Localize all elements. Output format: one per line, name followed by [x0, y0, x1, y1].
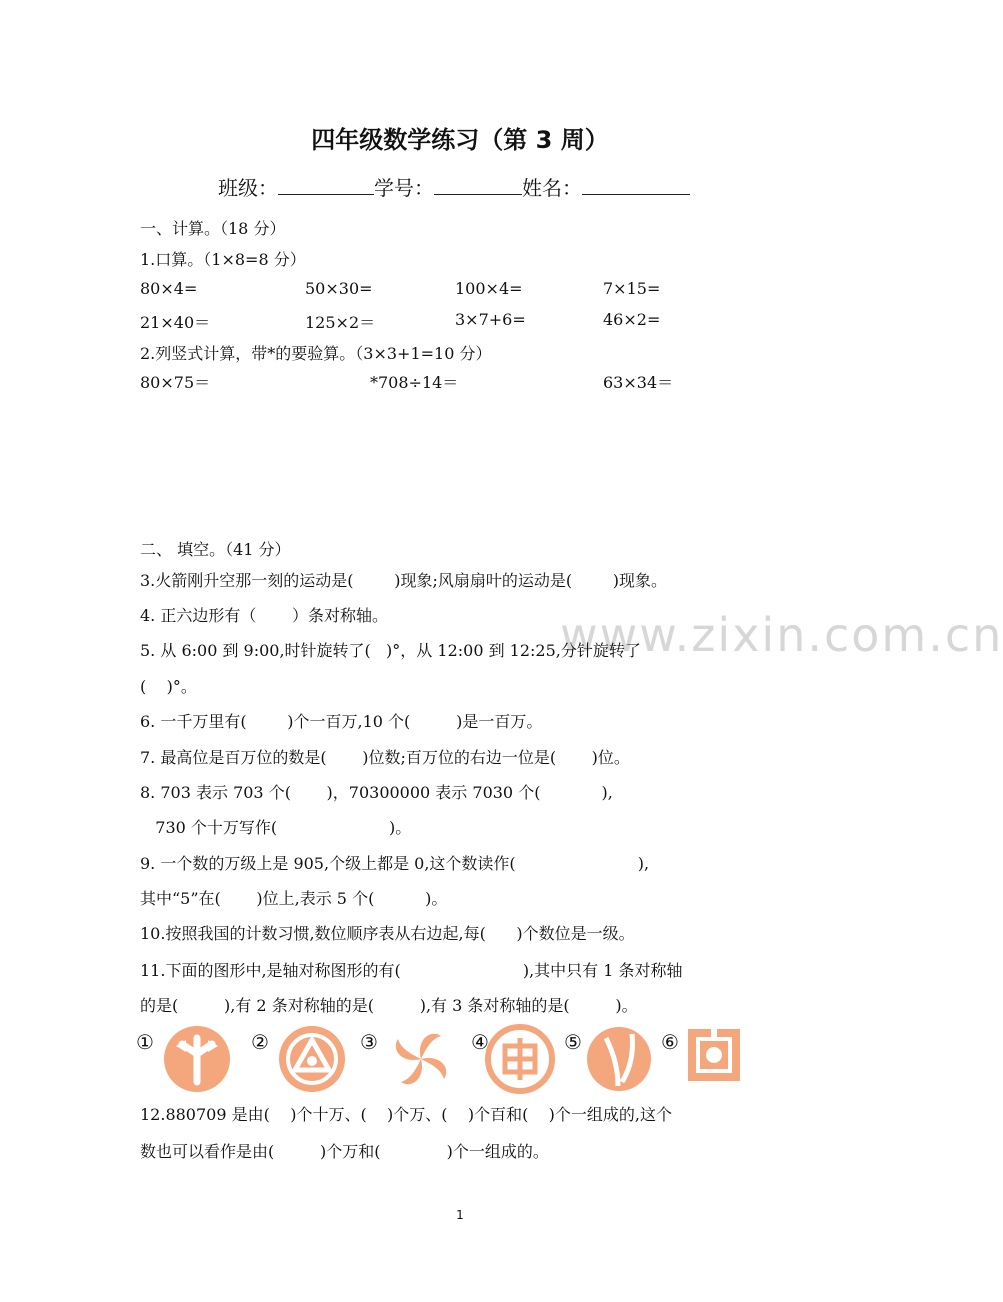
figure-number: ⑥ [661, 1030, 679, 1054]
figure-number: ④ [471, 1030, 489, 1054]
square-ring-logo-icon [685, 1026, 745, 1086]
calc-item: 125×2＝ [305, 313, 376, 332]
fill-question: 9. 一个数的万级上是 905,个级上都是 0,这个数读作( ), [140, 854, 650, 873]
calc-item: 80×4= [140, 279, 198, 298]
q2-heading: 2.列竖式计算，带*的要验算。（3×3+1=10 分） [140, 344, 492, 363]
figure-number: ③ [360, 1030, 378, 1054]
calc-item: 7×15= [603, 279, 661, 298]
fill-question: 3.火箭刚升空那一刻的运动是( )现象;风扇扇叶的运动是( )现象。 [140, 571, 668, 590]
class-label: 班级： [218, 176, 278, 200]
swoosh-logo-icon [584, 1024, 654, 1094]
fill-question: 11.下面的图形中,是轴对称图形的有( ),其中只有 1 条对称轴 [140, 961, 683, 980]
calc-item: 50×30= [305, 279, 373, 298]
student-id-label: 学号： [374, 176, 434, 200]
fill-question: 的是( ),有 2 条对称轴的是( ),有 3 条对称轴的是( )。 [140, 996, 638, 1015]
class-blank[interactable] [278, 174, 374, 195]
section1-heading: 一、计算。（18 分） [140, 219, 286, 238]
vertical-calc-item: *708÷14＝ [370, 373, 459, 392]
fill-question: 10.按照我国的计数习惯,数位顺序表从右边起,每( )个数位是一级。 [140, 924, 635, 943]
road-sign-icon [162, 1024, 232, 1094]
q1-heading: 1.口算。（1×8=8 分） [140, 250, 306, 269]
figure-number: ① [136, 1030, 154, 1054]
calc-item: 3×7+6= [455, 310, 526, 329]
symmetry-figures-row [136, 1022, 756, 1092]
watermark: www.zixin.com.cn [560, 608, 1003, 662]
vertical-calc-item: 63×34＝ [603, 373, 674, 392]
fill-question: 数也可以看作是由( )个万和( )个一组成的。 [140, 1142, 549, 1161]
fill-question: 4. 正六边形有（ ）条对称轴。 [140, 606, 388, 625]
calc-item: 21×40＝ [140, 313, 211, 332]
fill-question: 12.880709 是由( )个十万、( )个万、( )个百和( )个一组成的,这个 [140, 1105, 673, 1124]
calc-item: 100×4= [455, 279, 523, 298]
page-number: 1 [456, 1208, 464, 1222]
name-label: 姓名： [522, 176, 582, 200]
page-title: 四年级数学练习（第 3 周） [311, 126, 609, 154]
vertical-calc-item: 80×75＝ [140, 373, 211, 392]
icbc-logo-icon [485, 1024, 555, 1094]
pinwheel-logo-icon [386, 1024, 456, 1094]
fill-question: 6. 一千万里有( )个一百万,10 个( )是一百万。 [140, 712, 543, 731]
student-info-row [218, 172, 690, 201]
tri-circle-logo-icon [277, 1024, 347, 1094]
fill-question: 8. 703 表示 703 个( )，70300000 表示 7030 个( ), [140, 783, 613, 802]
calc-item: 46×2= [603, 310, 661, 329]
figure-number: ⑤ [564, 1030, 582, 1054]
fill-question: 7. 最高位是百万位的数是( )位数;百万位的右边一位是( )位。 [140, 748, 630, 767]
name-blank[interactable] [582, 174, 690, 195]
section2-heading: 二、 填空。（41 分） [140, 540, 291, 559]
student-id-blank[interactable] [434, 174, 522, 195]
fill-question: 其中“5”在( )位上,表示 5 个( )。 [140, 889, 448, 908]
figure-number: ② [251, 1030, 269, 1054]
fill-question: 5. 从 6:00 到 9:00,时针旋转了( )°，从 12:00 到 12:25,分针旋转了 [140, 641, 641, 660]
fill-question: ( )°。 [140, 677, 197, 696]
fill-question: 730 个十万写作( )。 [140, 818, 412, 837]
